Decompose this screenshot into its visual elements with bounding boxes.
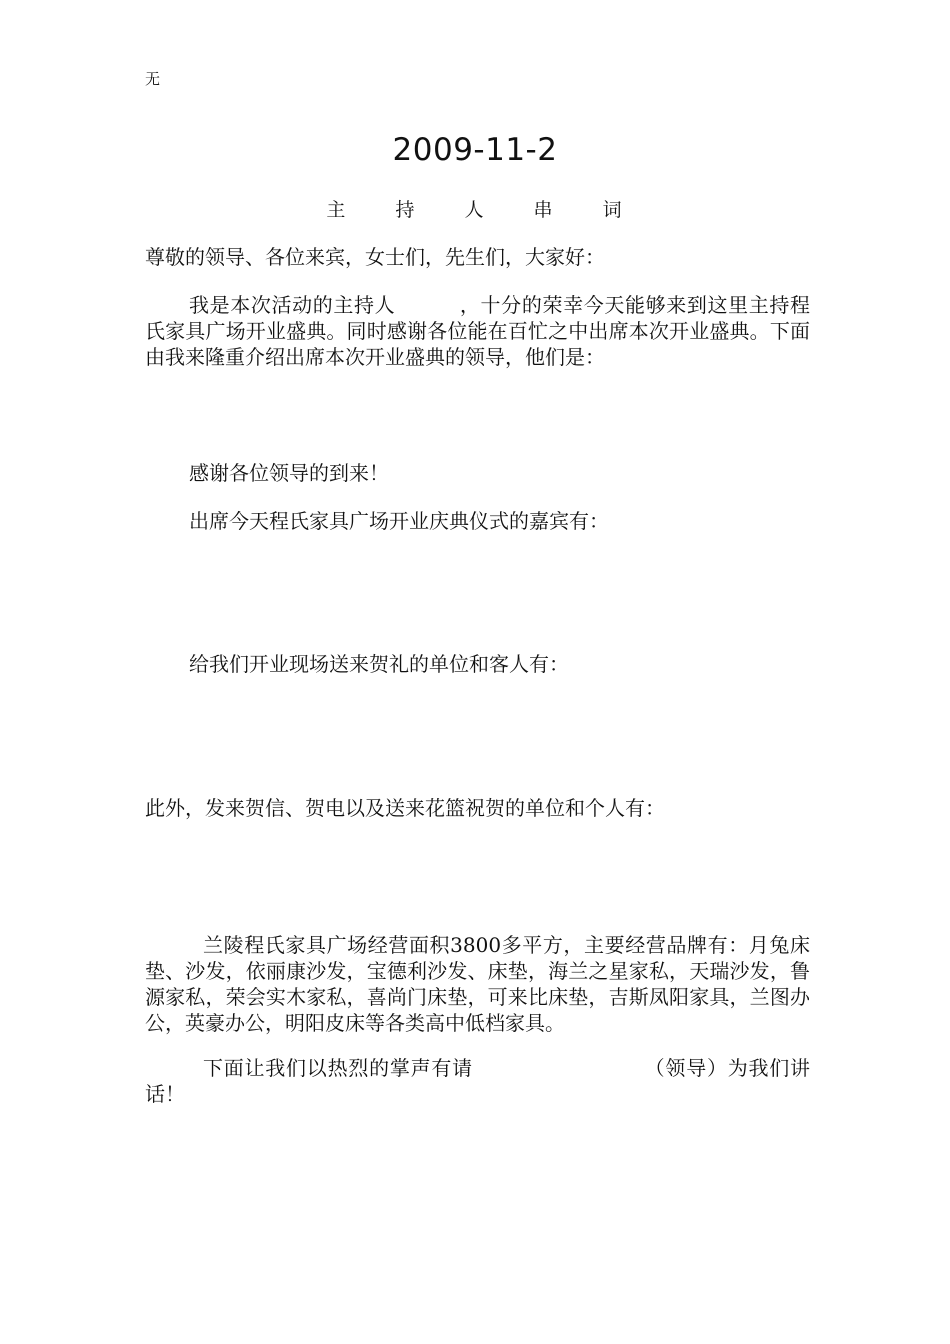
header-note: 无 [145,70,161,88]
intro-paragraph [145,292,810,370]
speech-text-start: 下面让我们以热烈的掌声有请 [203,1056,473,1080]
greeting-paragraph: 尊敬的领导、各位来宾，女士们，先生们，大家好： [145,245,605,269]
gifts-paragraph: 给我们开业现场送来贺礼的单位和客人有： [189,652,569,676]
document-title: 主 持 人 串 词 [326,199,644,221]
business-paragraph: 兰陵程氏家具广场经营面积3800多平方，主要经营品牌有：月兔床垫、沙发，依丽康沙发，宝德利沙发、床垫，海兰之星家私，天瑞沙发，鲁源家私，荣会实木家私，喜尚门床垫，可来比床垫，吉斯凤阳家具，兰图办公，英豪办公，明阳皮床等各类高中低档家具。 [145,933,810,1035]
letters-paragraph: 此外，发来贺信、贺电以及送来花篮祝贺的单位和个人有： [145,796,665,820]
guests-paragraph: 出席今天程氏家具广场开业庆典仪式的嘉宾有： [189,509,609,533]
intro-text-start: 我是本次活动的主持人 [189,293,396,317]
intro-text-end: ，十分的荣幸今天能够来到这里主持程氏家具广场开业盛典。同时感谢各位能在百忙之中出席本次开业盛典。下面由我来隆重介绍出席本次开业盛典的领导，他们是： [145,293,811,369]
document-date: 2009-11-2 [392,132,558,168]
thanks-paragraph: 感谢各位领导的到来！ [189,461,389,485]
speech-text-end: （领导）为我们讲话！ [145,1056,811,1106]
speech-paragraph [145,1055,810,1107]
